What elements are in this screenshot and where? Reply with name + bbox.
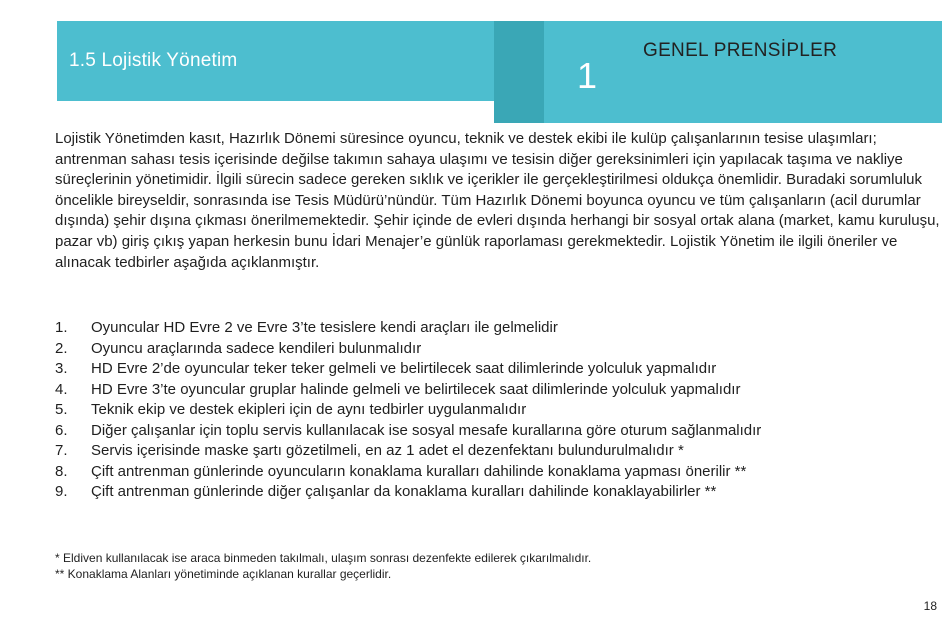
list-item-number: 8.: [55, 462, 68, 480]
list-item-text: Çift antrenman günlerinde oyuncuların konaklama kuralları dahilinde konaklama yapması önerilir **: [91, 462, 747, 480]
header-band-right: [544, 21, 942, 123]
list-item: [55, 359, 935, 380]
list-item-text: Servis içerisinde maske şartı gözetilmeli, en az 1 adet el dezenfektanı bulundurulmalıdır *: [91, 442, 684, 459]
list-item-number: 2.: [55, 339, 68, 357]
page-number: 18: [923, 599, 937, 613]
list-item: [55, 380, 935, 401]
list-item-text: Teknik ekip ve destek ekipleri için de aynı tedbirler uygulanmalıdır: [91, 401, 527, 418]
footnote: ** Konaklama Alanları yönetiminde açıklanan kurallar geçerlidir.: [55, 567, 392, 581]
list-item-number: 6.: [55, 421, 68, 439]
chapter-number: 1: [577, 55, 598, 96]
list-item-text: Çift antrenman günlerinde diğer çalışanlar da konaklama kuralları dahilinde konaklayabilirler **: [91, 483, 717, 500]
header-band-left: [57, 21, 494, 101]
footnotes: [55, 550, 591, 582]
list-item: [55, 441, 935, 462]
list-item: [55, 462, 935, 483]
measures-list: [55, 318, 935, 503]
list-item-text: Oyuncular HD Evre 2 ve Evre 3’te tesislere kendi araçları ile gelmelidir: [91, 319, 558, 336]
list-item-number: 4.: [55, 380, 68, 398]
list-item-number: 5.: [55, 401, 68, 418]
list-item-number: 3.: [55, 360, 68, 377]
list-item: [55, 421, 935, 442]
list-item: [55, 400, 935, 421]
list-item-text: Diğer çalışanlar için toplu servis kullanılacak ise sosyal mesafe kurallarına göre oturum sağlanmalıdır: [91, 421, 762, 439]
list-item: [55, 339, 935, 360]
footnote: * Eldiven kullanılacak ise araca binmeden takılmalı, ulaşım sonrası dezenfekte edilerek çıkarılmalıdır.: [55, 551, 592, 565]
list-item-text: HD Evre 2’de oyuncular teker teker gelmeli ve belirtilecek saat dilimlerinde yolculuk yapmalıdır: [91, 360, 717, 377]
header-band-fold: [494, 21, 544, 123]
list-item-text: HD Evre 3’te oyuncular gruplar halinde gelmeli ve belirtilecek saat dilimlerinde yolculuk yapmalıdır: [91, 380, 741, 398]
list-item: [55, 318, 935, 339]
list-item-number: 9.: [55, 483, 68, 500]
list-item-number: 1.: [55, 319, 68, 336]
intro-paragraph: Lojistik Yönetimden kasıt, Hazırlık Dönemi süresince oyuncu, teknik ve destek ekibi ile kulüp çalışanlarının tesise ulaşımları; antrenman sahası tesis içerisinde değilse takımın sahaya ulaşımı ve tesisin diğer gereksinimleri için yapılacak taşıma ve nakliye süreçlerinin yönetimidir. İlgili sürecin sadece gereken sıklık ve içerikler ile gerçekleştirilmesi oldukça önemlidir. Buradaki sorumluluk öncelikle bireyseldir, sonrasında ise Tesis Müdürü’nündür. Tüm Hazırlık Dönemi boyunca oyuncu ve tüm çalışanların (acil durumlar dışında) şehir dışına çıkması önerilmemektedir. Şehir içinde de evleri dışında herhangi bir sosyal ortak alana (market, kamu kuruluşu, pazar vb) giriş çıkış yapan herkesin bunu İdari Menajer’e günlük raporlaması gerekmektedir. Lojistik Yönetim ile ilgili öneriler ve alınacak tedbirler aşağıda açıklanmıştır.: [55, 130, 940, 271]
section-title: 1.5 Lojistik Yönetim: [69, 50, 238, 71]
list-item-text: Oyuncu araçlarında sadece kendileri bulunmalıdır: [91, 339, 422, 357]
list-item: [55, 482, 935, 503]
chapter-title: GENEL PRENSİPLER: [643, 40, 838, 61]
list-item-number: 7.: [55, 442, 68, 459]
